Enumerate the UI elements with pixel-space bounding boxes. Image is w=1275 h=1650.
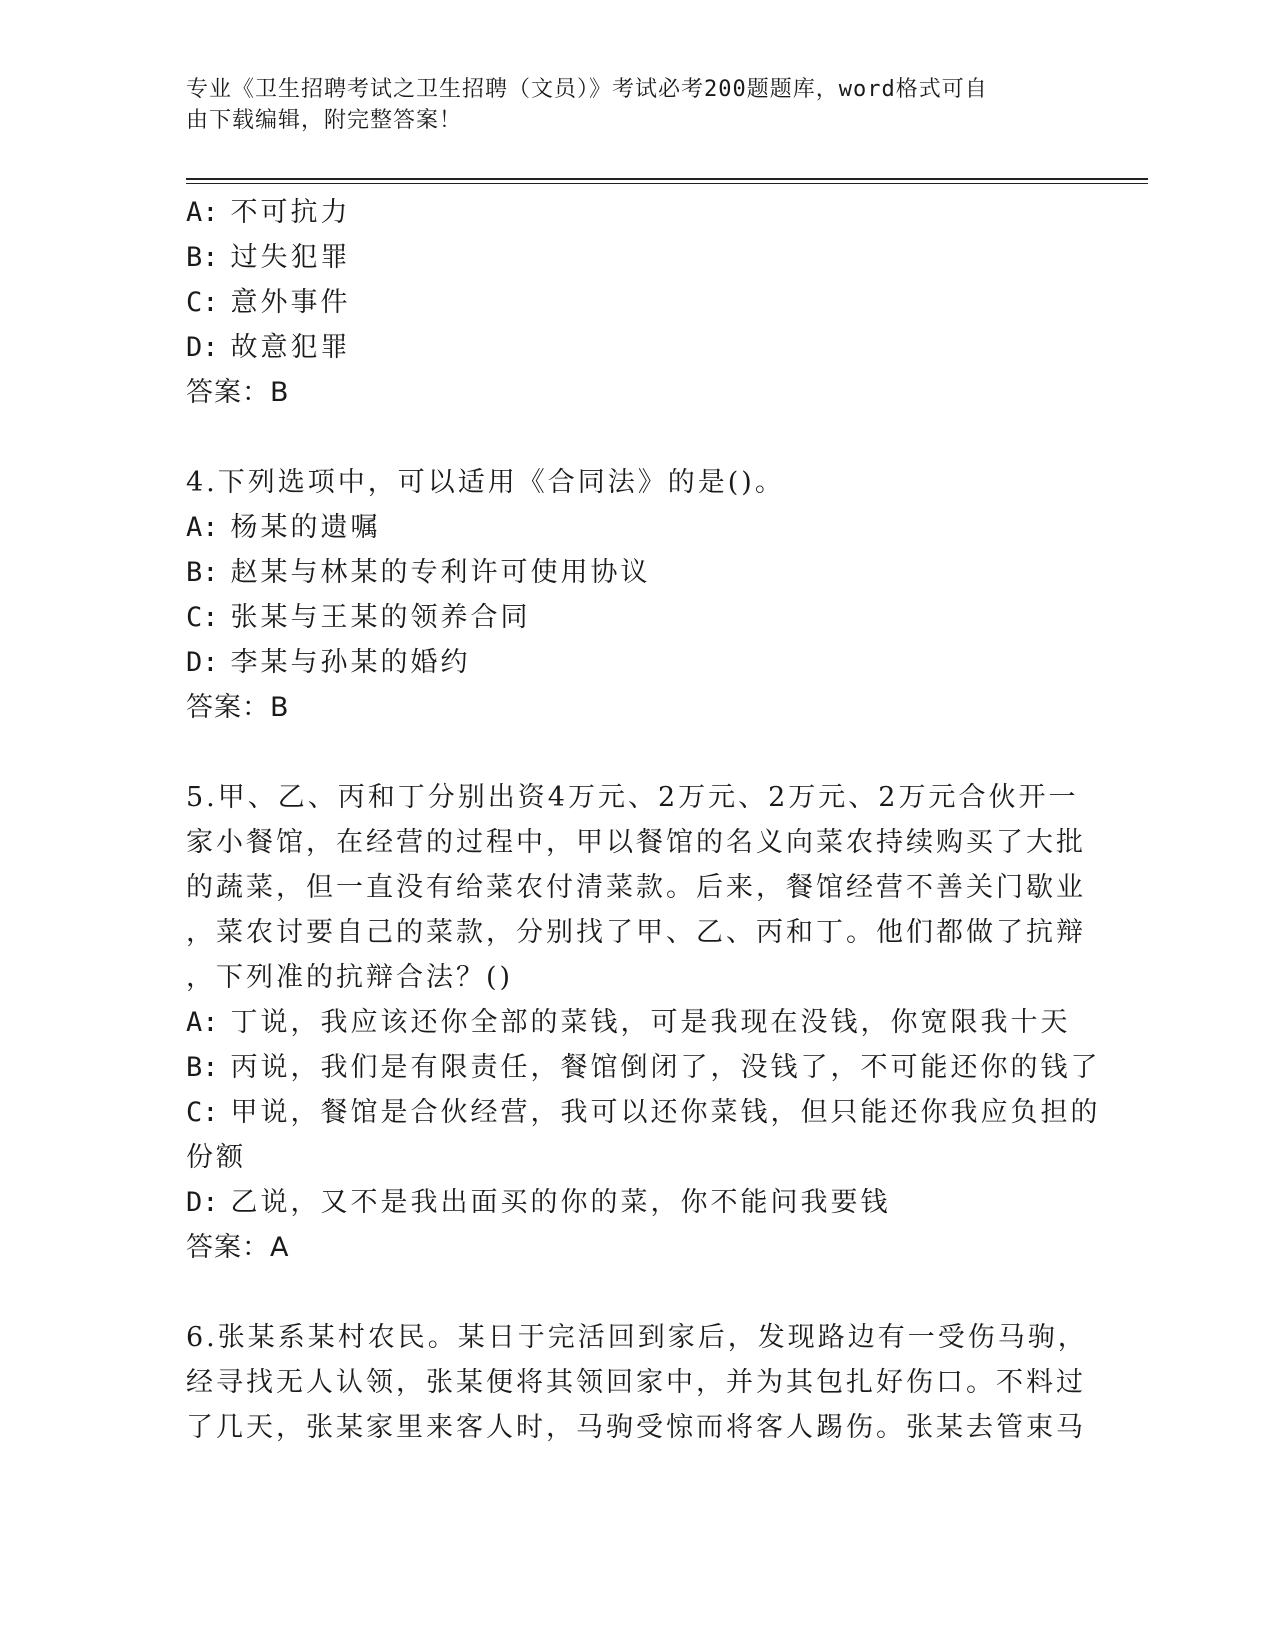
q4-stem: 4.下列选项中，可以适用《合同法》的是()。 (186, 467, 785, 498)
q4-option-b: B: 赵某与林某的专利许可使用协议 (186, 557, 651, 588)
header-line-2: 由下载编辑，附完整答案！ (186, 108, 463, 133)
header-line-1: 专业《卫生招聘考试之卫生招聘（文员）》考试必考200题题库，word格式可自 (186, 77, 988, 102)
q5-stem-line: ，下列准的抗辩合法？() (186, 962, 514, 993)
document-header (186, 74, 1086, 136)
q5-option-c: C: 甲说，餐馆是合伙经营，我可以还你菜钱，但只能还你我应负担的 (186, 1097, 1101, 1128)
q3-answer: 答案：B (186, 377, 290, 408)
q5-option-c-continued: 份额 (186, 1142, 246, 1173)
header-rule-thin (186, 183, 1148, 184)
q5-answer: 答案：A (186, 1232, 290, 1263)
q5-option-d: D: 乙说，又不是我出面买的你的菜，你不能问我要钱 (186, 1187, 891, 1218)
q6-stem-line: 了几天，张某家里来客人时，马驹受惊而将客人踢伤。张某去管束马 (186, 1412, 1086, 1443)
q5-stem-line: 家小餐馆，在经营的过程中，甲以餐馆的名义向菜农持续购买了大批 (186, 827, 1086, 858)
q3-option-a: A: 不可抗力 (186, 197, 351, 228)
q6-stem-line: 经寻找无人认领，张某便将其领回家中，并为其包扎好伤口。不料过 (186, 1367, 1086, 1398)
q3-option-b: B: 过失犯罪 (186, 242, 351, 273)
q4-option-d: D: 李某与孙某的婚约 (186, 647, 471, 678)
q5-stem-line: 的蔬菜，但一直没有给菜农付清菜款。后来，餐馆经营不善关门歇业 (186, 872, 1086, 903)
q4-option-a: A: 杨某的遗嘱 (186, 512, 381, 543)
q5-option-a: A: 丁说，我应该还你全部的菜钱，可是我现在没钱，你宽限我十天 (186, 1007, 1071, 1038)
q5-stem-line: ，菜农讨要自己的菜款，分别找了甲、乙、丙和丁。他们都做了抗辩 (186, 917, 1086, 948)
q4-option-c: C: 张某与王某的领养合同 (186, 602, 531, 633)
header-rule-thick (186, 178, 1148, 180)
q6-stem-line: 6.张某系某村农民。某日于完活回到家后，发现路边有一受伤马驹， (186, 1322, 1088, 1353)
q3-option-d: D: 故意犯罪 (186, 332, 351, 363)
q3-option-c: C: 意外事件 (186, 287, 351, 318)
q5-stem-line: 5.甲、乙、丙和丁分别出资4万元、2万元、2万元、2万元合伙开一 (186, 782, 1079, 813)
q5-option-b: B: 丙说，我们是有限责任，餐馆倒闭了，没钱了，不可能还你的钱了 (186, 1052, 1101, 1083)
q4-answer: 答案：B (186, 692, 290, 723)
